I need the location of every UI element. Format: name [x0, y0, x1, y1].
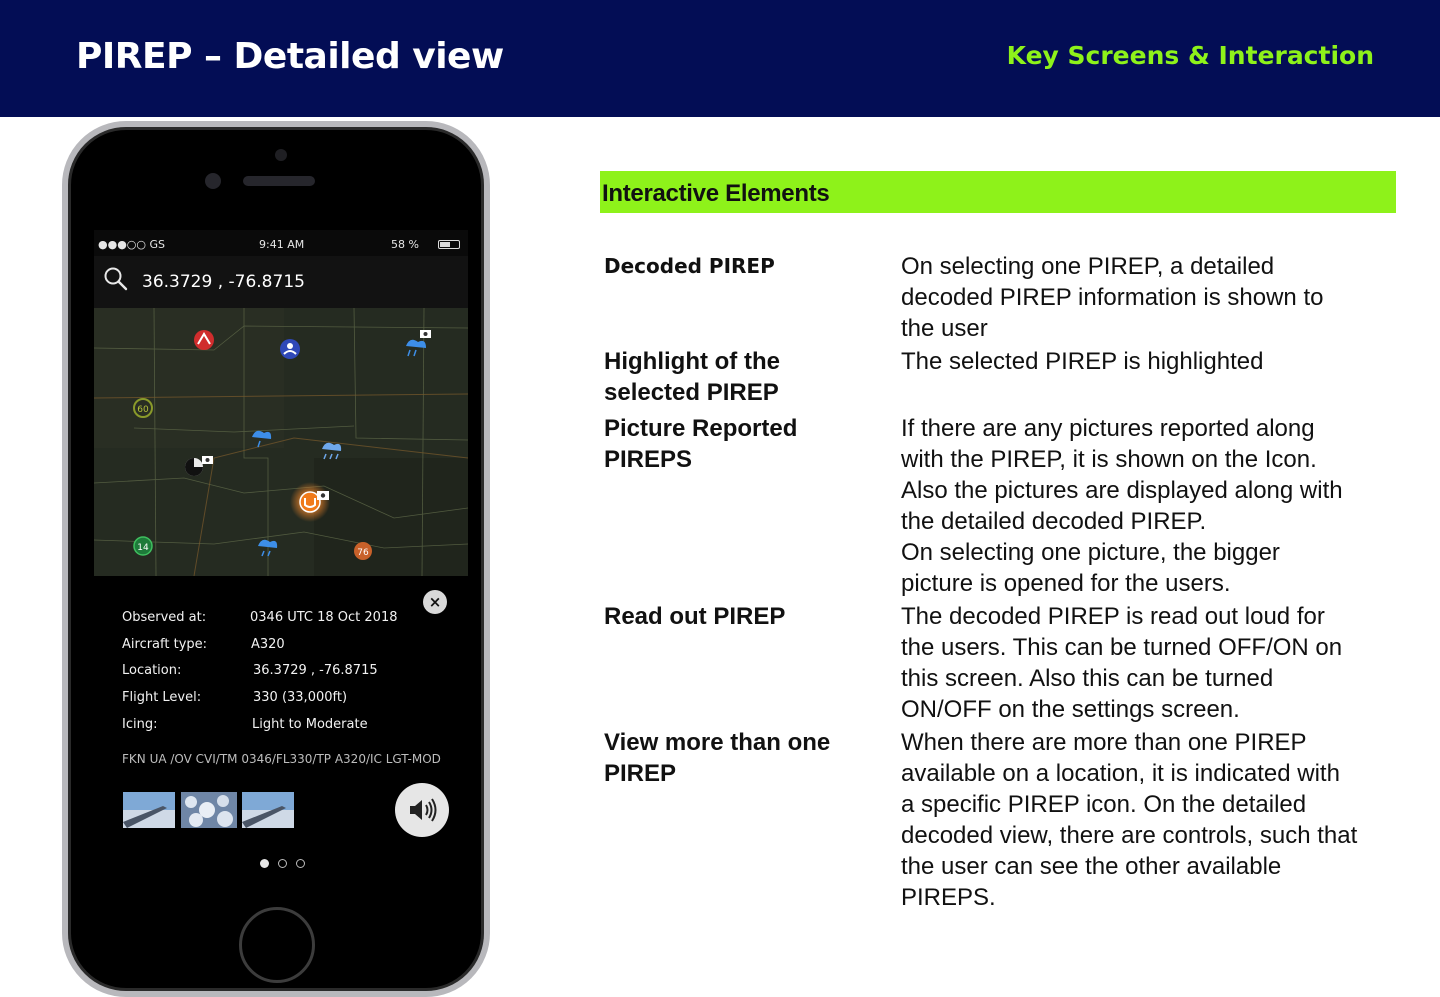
icing-value: Light to Moderate: [252, 717, 368, 732]
location-search-bar[interactable]: [94, 256, 468, 308]
earpiece: [243, 176, 315, 186]
desc-view-more: When there are more than one PIREP available on a location, it is indicated with a specific PIREP icon. On the detailed decoded view, there are controls, such that the user can see the other available PIREPS.: [901, 729, 1358, 911]
map-canvas[interactable]: [94, 308, 468, 576]
blue-pirep-icon[interactable]: [280, 339, 300, 359]
pirep-photo-thumbnail[interactable]: [181, 792, 237, 828]
aircraft-value: A320: [251, 637, 285, 652]
icing-label: Icing:: [122, 717, 158, 732]
red-pirep-icon[interactable]: [194, 330, 214, 350]
search-input[interactable]: 36.3729 , -76.8715: [142, 272, 305, 292]
weather-map[interactable]: [94, 308, 468, 576]
proximity-sensor: [275, 149, 287, 161]
search-icon[interactable]: [103, 266, 129, 292]
term-picture-reported: Picture Reported PIREPS: [604, 415, 798, 473]
page-dot[interactable]: [296, 859, 305, 868]
speaker-icon[interactable]: [395, 783, 449, 837]
header-bar: [0, 0, 1440, 117]
location-value: 36.3729 , -76.8715: [253, 663, 378, 678]
carrier-signal: ●●●○○ GS: [98, 238, 165, 251]
pirep-page-indicator[interactable]: [260, 859, 310, 869]
pirep-photo-thumbnail[interactable]: [242, 792, 294, 828]
orange-pirep-icon[interactable]: [354, 542, 372, 560]
page-dot-active[interactable]: [260, 859, 269, 868]
observed-value: 0346 UTC 18 Oct 2018: [250, 610, 398, 625]
home-button[interactable]: [239, 907, 315, 983]
section-label: Key Screens & Interaction: [1006, 41, 1374, 70]
battery-icon: [438, 240, 460, 249]
location-label: Location:: [122, 663, 182, 678]
close-button[interactable]: ×: [423, 590, 447, 614]
term-view-more: View more than one PIREP: [604, 729, 831, 787]
raw-pirep-text: FKN UA /OV CVI/TM 0346/FL330/TP A320/IC LGT-MOD: [122, 752, 441, 766]
page-title: PIREP – Detailed view: [76, 36, 504, 77]
pirep-photo-thumbnail[interactable]: [123, 792, 175, 828]
section-heading: Interactive Elements: [602, 180, 830, 207]
desc-highlight: The selected PIREP is highlighted: [901, 348, 1264, 375]
observed-label: Observed at:: [122, 610, 207, 625]
flight-level-value: 330 (33,000ft): [253, 690, 348, 705]
selected-pirep-icon[interactable]: [290, 482, 330, 522]
status-bar: [94, 230, 468, 256]
phone-screen: [94, 230, 468, 892]
badge-14: 14: [137, 543, 149, 553]
aircraft-label: Aircraft type:: [122, 637, 208, 652]
flight-level-label: Flight Level:: [122, 690, 202, 705]
desc-read-out: The decoded PIREP is read out loud for the users. This can be turned OFF/ON on this screen. Also this can be turned ON/OFF on the settings screen.: [901, 603, 1343, 723]
page-dot[interactable]: [278, 859, 287, 868]
front-camera: [205, 173, 221, 189]
status-time: 9:41 AM: [259, 238, 305, 251]
read-out-button[interactable]: [395, 783, 449, 837]
desc-picture-reported: If there are any pictures reported along with the PIREP, it is shown on the Icon. Also the pictures are displayed along with the detailed decoded PIREP. On selecting one picture, the bigger picture is opened for the users.: [901, 415, 1343, 597]
term-highlight: Highlight of the selected PIREP: [604, 348, 780, 406]
battery-percent: 58 %: [391, 238, 419, 251]
desc-decoded-pirep: On selecting one PIREP, a detailed decoded PIREP information is shown to the user: [901, 253, 1324, 342]
term-read-out: Read out PIREP: [604, 603, 786, 630]
phone-mockup: [62, 121, 490, 997]
interactive-elements-banner: [600, 171, 1396, 213]
green-pirep-icon[interactable]: [134, 537, 152, 555]
pirep-detail-panel: [94, 576, 468, 892]
badge-60: 60: [137, 405, 149, 415]
term-decoded-pirep: Decoded PIREP: [604, 254, 775, 278]
badge-76: 76: [357, 548, 369, 558]
